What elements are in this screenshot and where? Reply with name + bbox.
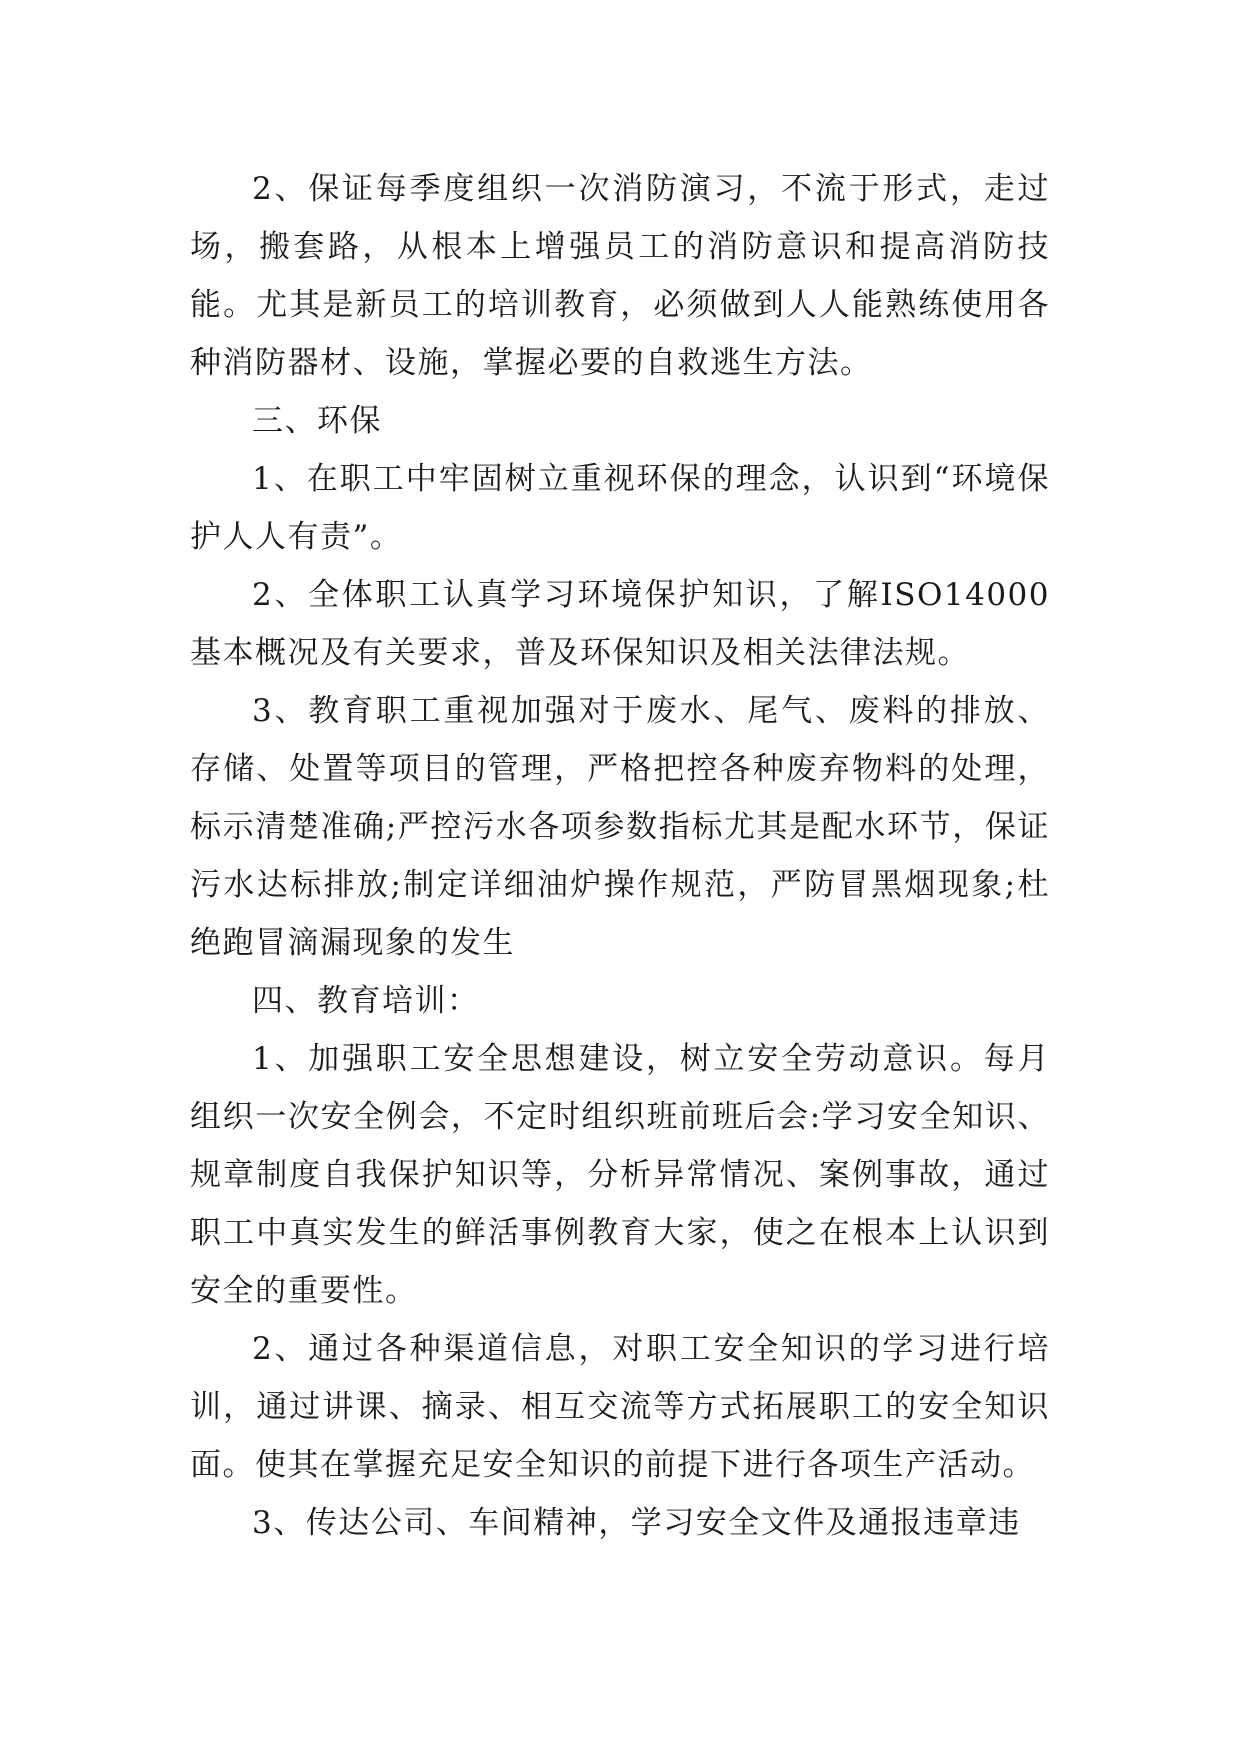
heading-education-training: 四、教育培训： — [252, 983, 480, 1019]
paragraph-env-awareness: 1、在职工中牢固树立重视环保的理念，认识到“环境保护人人有责”。 — [190, 461, 1050, 555]
paragraph-safety-meetings: 1、加强职工安全思想建设，树立安全劳动意识。每月组织一次安全例会，不定时组织班前班后会:学习安全知识、规章制度自我保护知识等，分析异常情况、案例事故，通过职工中真实发生的鲜活事例教育大家，使之在根本上认识到安全的重要性。 — [190, 1041, 1050, 1309]
document-body — [190, 160, 1050, 1552]
paragraph-safety-channels: 2、通过各种渠道信息，对职工安全知识的学习进行培训，通过讲课、摘录、相互交流等方式拓展职工的安全知识面。使其在掌握充足安全知识的前提下进行各项生产活动。 — [190, 1331, 1050, 1483]
paragraph-company-spirit: 3、传达公司、车间精神，学习安全文件及通报违章违 — [252, 1505, 1021, 1541]
paragraph-waste-management: 3、教育职工重视加强对于废水、尾气、废料的排放、存储、处置等项目的管理，严格把控各种废弃物料的处理，标示清楚准确;严控污水各项参数指标尤其是配水环节，保证污水达标排放;制定详细油炉操作规范，严防冒黑烟现象;杜绝跑冒滴漏现象的发生 — [190, 693, 1050, 961]
paragraph-iso14000: 2、全体职工认真学习环境保护知识，了解ISO14000基本概况及有关要求，普及环保知识及相关法律法规。 — [190, 577, 1050, 671]
paragraph-fire-drill: 2、保证每季度组织一次消防演习，不流于形式，走过场，搬套路，从根本上增强员工的消防意识和提高消防技能。尤其是新员工的培训教育，必须做到人人能熟练使用各种消防器材、设施，掌握必要的自救逃生方法。 — [190, 171, 1050, 381]
heading-environmental-protection: 三、环保 — [252, 403, 382, 439]
